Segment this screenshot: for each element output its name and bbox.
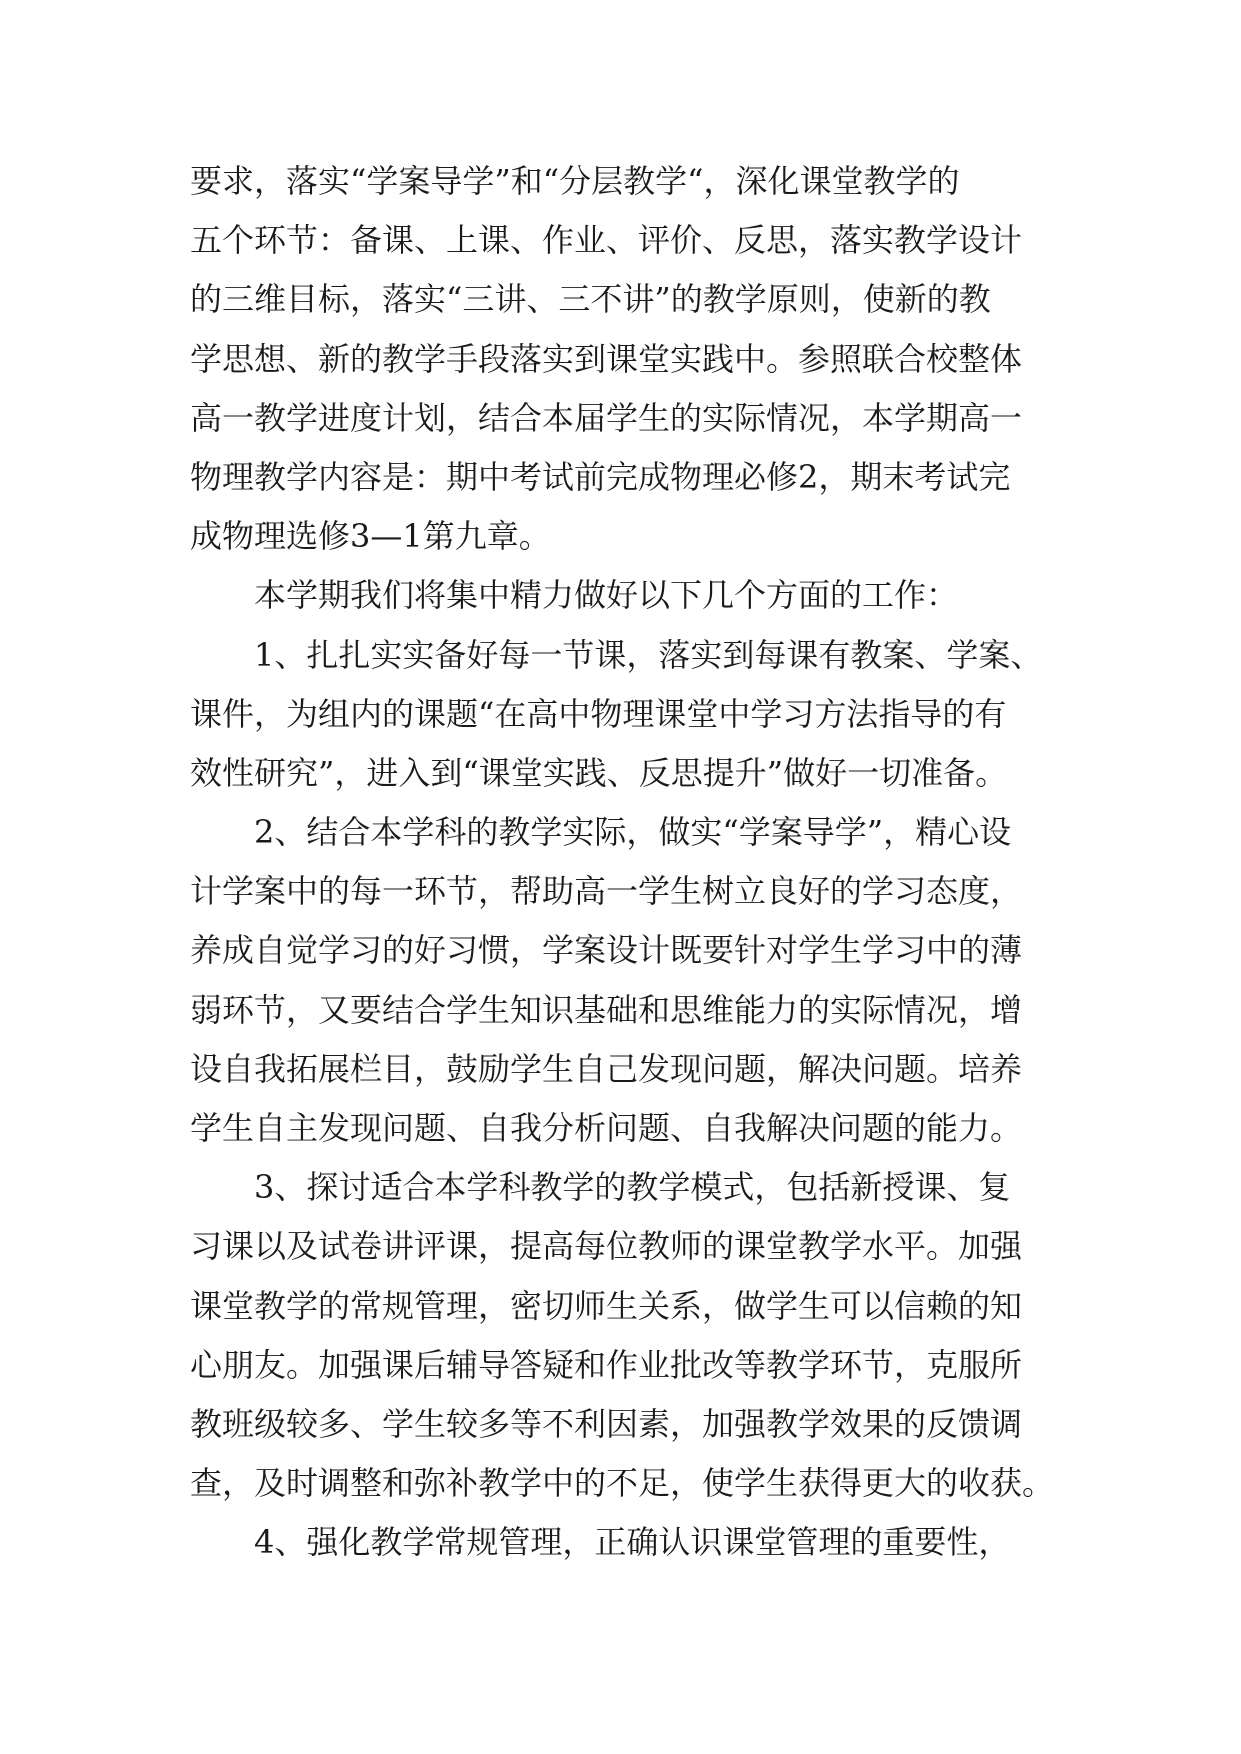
body-text	[190, 152, 1070, 1573]
text-line: 学思想、新的教学手段落实到课堂实践中。参照联合校整体	[190, 339, 1023, 378]
text-line: 习课以及试卷讲评课，提高每位教师的课堂教学水平。加强	[190, 1227, 1023, 1266]
text-line: 效性研究”，进入到“课堂实践、反思提升”做好一切准备。	[190, 753, 1008, 792]
paragraph-first-line: 3、探讨适合本学科教学的教学模式，包括新授课、复	[254, 1168, 1011, 1207]
text-line: 查，及时调整和弥补教学中的不足，使学生获得更大的收获。	[190, 1464, 1055, 1503]
text-line: 课件，为组内的课题“在高中物理课堂中学习方法指导的有	[190, 694, 1007, 733]
text-line: 成物理选修3—1第九章。	[190, 517, 551, 556]
text-line: 心朋友。加强课后辅导答疑和作业批改等教学环节，克服所	[190, 1345, 1023, 1384]
paragraph-first-line: 4、强化教学常规管理，正确认识课堂管理的重要性，	[254, 1523, 1011, 1562]
text-line: 物理教学内容是：期中考试前完成物理必修2，期末考试完	[190, 457, 1011, 496]
text-line: 五个环节：备课、上课、作业、评价、反思，落实教学设计	[190, 221, 1023, 260]
text-line: 计学案中的每一环节，帮助高一学生树立良好的学习态度，	[190, 872, 1023, 911]
text-line: 养成自觉学习的好习惯，学案设计既要针对学生学习中的薄	[190, 931, 1023, 970]
paragraph-first-line: 本学期我们将集中精力做好以下几个方面的工作：	[254, 576, 959, 615]
text-line: 高一教学进度计划，结合本届学生的实际情况，本学期高一	[190, 398, 1023, 437]
text-line: 的三维目标，落实“三讲、三不讲”的教学原则，使新的教	[190, 280, 991, 319]
paragraph-first-line: 1、扎扎实实备好每一节课，落实到每课有教案、学案、	[254, 635, 1043, 674]
text-line: 设自我拓展栏目，鼓励学生自己发现问题，解决问题。培养	[190, 1049, 1023, 1088]
paragraph-first-line: 2、结合本学科的教学实际，做实“学案导学”，精心设	[254, 813, 1012, 852]
text-line: 课堂教学的常规管理，密切师生关系，做学生可以信赖的知	[190, 1286, 1023, 1325]
text-line: 学生自主发现问题、自我分析问题、自我解决问题的能力。	[190, 1109, 1023, 1147]
text-line: 教班级较多、学生较多等不利因素，加强教学效果的反馈调	[190, 1404, 1023, 1443]
text-line: 弱环节，又要结合学生知识基础和思维能力的实际情况，增	[190, 990, 1023, 1029]
text-line: 要求，落实“学案导学”和“分层教学“，深化课堂教学的	[190, 162, 960, 200]
